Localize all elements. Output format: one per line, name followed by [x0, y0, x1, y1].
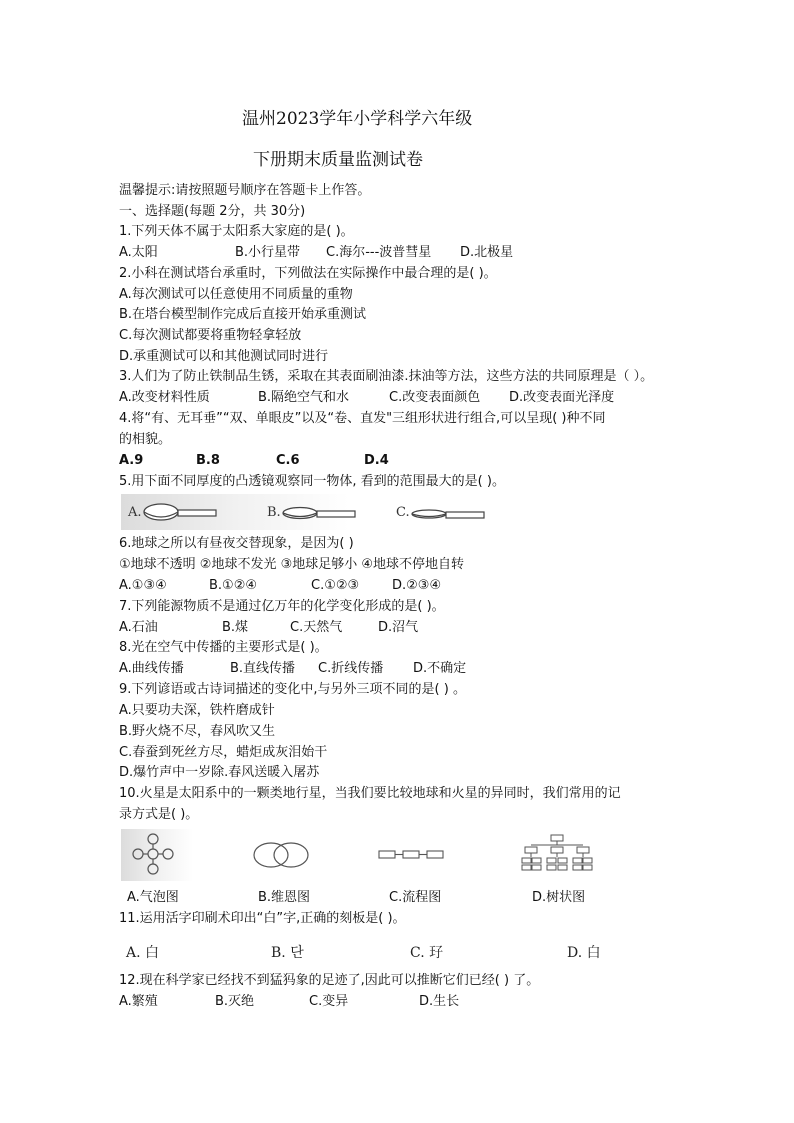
- tree-map-icon: [521, 834, 593, 876]
- q10-option-c: C.流程图: [389, 890, 442, 905]
- q7-option-c: C.天然气: [290, 620, 343, 635]
- q7-stem: 7.下列能源物质不是通过亿万年的化学变化形成的是( )。: [119, 599, 445, 614]
- q11-stem: 11.运用活字印刷术印出“白”字,正确的刻板是( )。: [119, 911, 406, 926]
- q2-option-a: A.每次测试可以任意使用不同质量的重物: [119, 287, 353, 302]
- q3-option-b: B.隔绝空气和水: [258, 390, 350, 405]
- q11-option-b: B. 단: [271, 945, 304, 961]
- q12-option-a: A.繁殖: [119, 994, 158, 1009]
- q6-option-b: B.①②④: [209, 578, 258, 593]
- q8-option-a: A.曲线传播: [119, 661, 184, 676]
- q9-option-d: D.爆竹声中一岁除.春风送暖入屠苏: [119, 765, 320, 780]
- q4-option-c: C.6: [276, 453, 300, 468]
- page-title-1: 温州2023学年小学科学六年级: [242, 109, 473, 129]
- q6-statements: ①地球不透明 ②地球不发光 ③地球足够小 ④地球不停地自转: [119, 557, 465, 572]
- q4-stem-line2: 的相貌。: [119, 432, 172, 447]
- q3-stem: 3.人们为了防止铁制品生锈，采取在其表面刷油漆.抹油等方法，这些方法的共同原理是（ ）。: [119, 369, 654, 384]
- q1-option-c: C.海尔---波普彗星: [326, 245, 432, 260]
- q7-option-a: A.石油: [119, 620, 158, 635]
- q1-option-a: A.太阳: [119, 245, 158, 260]
- q10-option-a: A.气泡图: [127, 890, 179, 905]
- q12-stem: 12.现在科学家已经找不到猛犸象的足迹了,因此可以推断它们已经( ) 了。: [119, 973, 540, 988]
- q1-stem: 1.下列天体不属于太阳系大家庭的是( )。: [119, 224, 354, 239]
- q9-stem: 9.下列谚语或古诗词描述的变化中,与另外三项不同的是( ) 。: [119, 682, 466, 697]
- q8-option-d: D.不确定: [413, 661, 467, 676]
- q1-option-b: B.小行星带: [235, 245, 301, 260]
- q11-option-d: D. 白: [567, 945, 601, 961]
- q9-option-a: A.只要功夫深，铁杵磨成针: [119, 703, 275, 718]
- q2-stem: 2.小科在测试塔台承重时，下列做法在实际操作中最合理的是( )。: [119, 266, 497, 281]
- q12-option-d: D.生长: [419, 994, 460, 1009]
- q4-option-b: B.8: [196, 453, 220, 468]
- q6-option-d: D.②③④: [392, 578, 442, 593]
- q5-stem: 5.用下面不同厚度的凸透镜观察同一物体, 看到的范围最大的是( )。: [119, 474, 505, 489]
- q6-option-c: C.①②③: [311, 578, 360, 593]
- q10-stem-line1: 10.火星是太阳系中的一颗类地行星，当我们要比较地球和火星的异同时，我们常用的记: [119, 786, 621, 801]
- q12-option-c: C.变异: [309, 994, 349, 1009]
- q2-option-c: C.每次测试都要将重物轻拿轻放: [119, 328, 302, 343]
- section-heading: 一、选择题(每题 2分，共 30分): [119, 204, 306, 219]
- q3-option-a: A.改变材料性质: [119, 390, 210, 405]
- page-title-2: 下册期末质量监测试卷: [253, 150, 423, 170]
- thin-lens-icon: [411, 504, 487, 526]
- q2-option-b: B.在塔台模型制作完成后直接开始承重测试: [119, 307, 367, 322]
- q2-option-d: D.承重测试可以和其他测试同时进行: [119, 349, 329, 364]
- q11-option-a: A. 白: [126, 945, 160, 961]
- q3-option-d: D.改变表面光泽度: [509, 390, 615, 405]
- q3-option-c: C.改变表面颜色: [389, 390, 481, 405]
- bubble-map-icon: [132, 833, 174, 875]
- flow-map-icon: [378, 849, 446, 861]
- q7-option-d: D.沼气: [378, 620, 419, 635]
- tip: 温馨提示:请按照题号顺序在答题卡上作答。: [119, 183, 371, 198]
- q10-stem-line2: 录方式是( )。: [119, 807, 199, 822]
- q4-option-d: D.4: [364, 453, 389, 468]
- q1-option-d: D.北极星: [460, 245, 514, 260]
- q8-option-b: B.直线传播: [230, 661, 296, 676]
- venn-diagram-icon: [252, 841, 310, 869]
- q6-stem: 6.地球之所以有昼夜交替现象，是因为( ): [119, 536, 354, 551]
- q5-label-a: A.: [128, 505, 142, 520]
- q5-label-c: C.: [396, 505, 410, 520]
- q4-stem-line1: 4.将“有、无耳垂”“双、单眼皮”以及“卷、直发"三组形状进行组合,可以呈现( )种不同: [119, 411, 606, 426]
- q7-option-b: B.煤: [222, 620, 249, 635]
- q5-label-b: B.: [267, 505, 281, 520]
- q8-stem: 8.光在空气中传播的主要形式是( )。: [119, 640, 328, 655]
- q10-option-b: B.维恩图: [258, 890, 311, 905]
- q9-option-b: B.野火烧不尽，春风吹又生: [119, 724, 276, 739]
- q12-option-b: B.灭绝: [215, 994, 255, 1009]
- medium-lens-icon: [282, 503, 358, 525]
- q11-option-c: C. 㺭: [410, 945, 444, 961]
- q10-option-d: D.树状图: [532, 890, 586, 905]
- thick-lens-icon: [143, 500, 219, 526]
- q4-option-a: A.9: [119, 453, 144, 468]
- q8-option-c: C.折线传播: [318, 661, 384, 676]
- q6-option-a: A.①③④: [119, 578, 167, 593]
- q9-option-c: C.春蚕到死丝方尽，蜡炬成灰泪始干: [119, 745, 328, 760]
